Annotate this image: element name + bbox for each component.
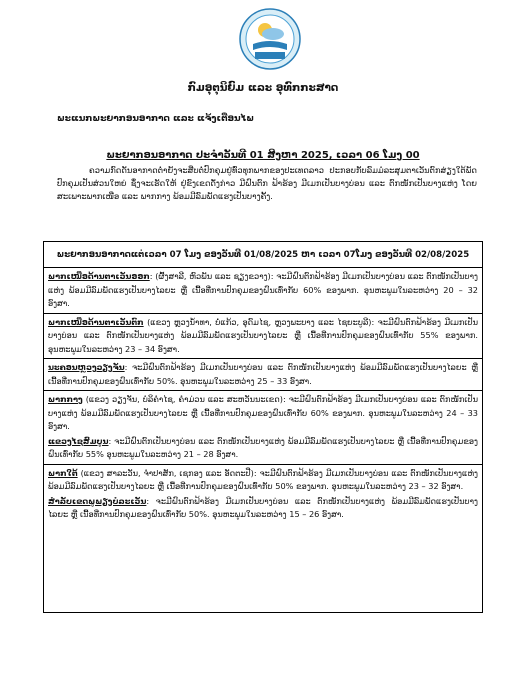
forecast-region-row <box>44 314 482 360</box>
document-title-text: ພະຍາກອນອາກາດ ປະຈຳວັນທີ 01 ສິງຫາ 2025, ເວລາ 06 ໂມງ 00 <box>106 150 420 161</box>
sub-region-paragraph <box>48 495 478 522</box>
region-forecast-text: : ຈະມີຝົນຕົກຟ້າຮ້ອງ ມີເມກເປັນບາງບ່ອນ ແລະ ຕົກໜັກເປັນບາງແຫ່ງ ພ້ອມມີລົມພັດແຮງເປັນບາງໄລຍະ ຫຼື ເນື້ອທີ່ການປົກຄຸມຂອງຝົນເທົ່າກັບ 50%. ອຸນຫະພູມໃນລະຫວ່າງ 25 – 33 ອົງສາ. <box>48 362 478 386</box>
sub-region-name: ສຳລັບເຂດພູພຽງບໍລະເວັນ <box>48 495 147 506</box>
region-name: ພາກເໜືອດ້ານຕາເວັນຕົກ <box>48 316 144 327</box>
forecast-region-row <box>44 465 482 524</box>
region-forecast-text: (ແຂວງ ຫຼວງນ້ຳທາ, ບໍ່ແກ້ວ, ອຸດົມໄຊ, ຫຼວງພະບາງ ແລະ ໄຊຍະບູລີ): ຈະມີຝົນຕົກຟ້າຮ້ອງ ມີເມກເປັນບາງບ່ອນ ແລະ ຕົກໜັກເປັນບາງແຫ່ງ ພ້ອມມີລົມພັດແຮງເປັນບາງໄລຍະ ຫຼື ເນື້ອທີ່ການປົກຄຸມຂອງຝົນເທົ່າກັບ 55% ຂອງພາກ. ອຸນຫະພູມໃນລະຫວ່າງ 23 – 34 ອົງສາ. <box>48 316 478 354</box>
forecast-region-row <box>44 359 482 391</box>
sub-region-forecast-text: : ຈະມີຝົນຕົກເປັນບາງບ່ອນ ແລະ ຕົກໜັກເປັນບາງແຫ່ງ ພ້ອມມີລົມພັດແຮງເປັນບາງໄລຍະ ຫຼື ເນື້ອທີ່ການປົກຄຸມຂອງຝົນເທົ່າກັບ 55% ອຸນຫະພູມໃນລະຫວ່າງ 21 – 28 ອົງສາ. <box>48 435 478 459</box>
forecast-region-row <box>44 391 482 465</box>
sub-region-name: ແຂວງໄຊສົມບູນ <box>48 435 109 446</box>
region-forecast-text: : (ຜົ້ງສາລີ, ຫົວພັນ ແລະ ຊຽງຂວາງ): ຈະມີຝົນຕົກຟ້າຮ້ອງ ມີເມກເປັນບາງບ່ອນ ແລະ ຕົກໜັກເປັນບາງແຫ່ງ ພ້ອມມີລົມພັດແຮງເປັນບາງໄລຍະ ຫຼື ເນື້ອທີ່ການປົກຄຸມຂອງຝົນເທົ່າກັບ 60% ຂອງພາກ. ອຸນຫະພູມໃນລະຫວ່າງ 20 – 32 ອົງສາ. <box>48 271 478 308</box>
forecast-region-row <box>44 268 482 314</box>
forecast-period-header: ພະຍາກອນອາກາດແຕ່ເວລາ 07 ໂມງ ຂອງວັນທີ 01/08/2025 ຫາ ເວລາ 07ໂມງ ຂອງວັນທີ 02/08/2025 <box>44 242 482 268</box>
region-name: ນະຄອນຫຼວງວຽງຈັນ <box>48 362 125 372</box>
region-paragraph <box>48 270 478 311</box>
region-paragraph <box>48 467 478 494</box>
department-title: ກົມອຸຕຸນິຍົມ ແລະ ອຸທົກກະສາດ <box>187 82 339 94</box>
division-title: ພະແນກພະຍາກອນອາກາດ ແລະ ແຈ້ງເຕືອນໄພ <box>57 114 255 124</box>
intro-paragraph: ຄວາມກົດດັນອາກາດຕ່ຳຍັງຈະສືບຕໍ່ປົກຄຸມຢູ່ທົ່ວທຸກພາກຂອງປະເທດລາວ ປະກອບກັບລົມມໍລະສຸມຕາເວັນຕົກສ່ຽງໃຕ້ພັດປົກຄຸມເປັນສ່ວນໃຫຍ່ ຊຶ່ງຈະເຮັດໃຫ້ ຢູ່ຂົງເຂດດັ່ງກ່າວ ມີຝົນຕົກ ຟ້າຮ້ອງ ມີເມກເປັນບາງບ່ອນ ແລະ ຕົກໜັກເປັນບາງແຫ່ງ ໂດຍສະເພາະພາກເໜືອ ແລະ ພາກກາງ ພ້ອມມີລົມພັດແຮງເປັນບາງຄັ້ງ. <box>57 165 477 201</box>
sub-region-paragraph <box>48 435 478 462</box>
region-forecast-text: (ແຂວງ ສາລະວັນ, ຈຳປາສັກ, ເຊກອງ ແລະ ອັດຕະປື): ຈະມີຝົນຕົກຟ້າຮ້ອງ ມີເມກເປັນບາງບ່ອນ ແລະ ຕົກໜັກເປັນບາງແຫ່ງ ພ້ອມມີລົມພັດແຮງເປັນບາງໄລຍະ ຫຼື ເນື້ອທີ່ການປົກຄຸມຂອງຝົນເທົ່າກັບ 50% ຂອງພາກ. ອຸນຫະພູມໃນລະຫວ່າງ 23 – 32 ອົງສາ. <box>48 467 478 491</box>
region-name: ພາກໃຕ້ <box>48 467 78 478</box>
region-paragraph <box>48 393 478 434</box>
region-name: ພາກເໜືອດ້ານຕາເວັນອອກ <box>48 271 150 281</box>
region-forecast-text: (ແຂວງ ວຽງຈັນ, ບໍລິຄຳໄຊ, ຄຳມ່ວນ ແລະ ສະຫວັນນະເຂດ): ຈະມີຝົນຕົກຟ້າຮ້ອງ ມີເມກເປັນບາງບ່ອນ ແລະ ຕົກໜັກເປັນບາງແຫ່ງ ພ້ອມມີລົມພັດແຮງເປັນບາງໄລຍະ ຫຼື ເນື້ອທີ່ການປົກຄຸມຂອງຝົນເທົ່າກັບ 60% ຂອງພາກ. ອຸນຫະພູມໃນລະຫວ່າງ 24 – 33 ອົງສາ. <box>48 394 478 431</box>
region-paragraph <box>48 316 478 357</box>
forecast-table <box>43 241 483 613</box>
region-name: ພາກກາງ <box>48 394 83 404</box>
department-logo <box>239 8 301 70</box>
region-paragraph <box>48 361 478 388</box>
forecast-regions <box>44 268 482 524</box>
sub-region-forecast-text: : ຈະມີຝົນຕົກຟ້າຮ້ອງ ມີເມກເປັນບາງບ່ອນ ແລະ ຕົກໜັກເປັນບາງແຫ່ງ ພ້ອມມີລົມພັດແຮງເປັນບາງໄລຍະ ຫຼື ເນື້ອທີ່ການປົກຄຸມຂອງຝົນເທົ່າກັບ 50%. ອຸນຫະພູມໃນລະຫວ່າງ 15 – 26 ອົງສາ. <box>48 495 478 519</box>
department-logo-emblem <box>239 8 301 70</box>
document-title <box>0 150 526 161</box>
